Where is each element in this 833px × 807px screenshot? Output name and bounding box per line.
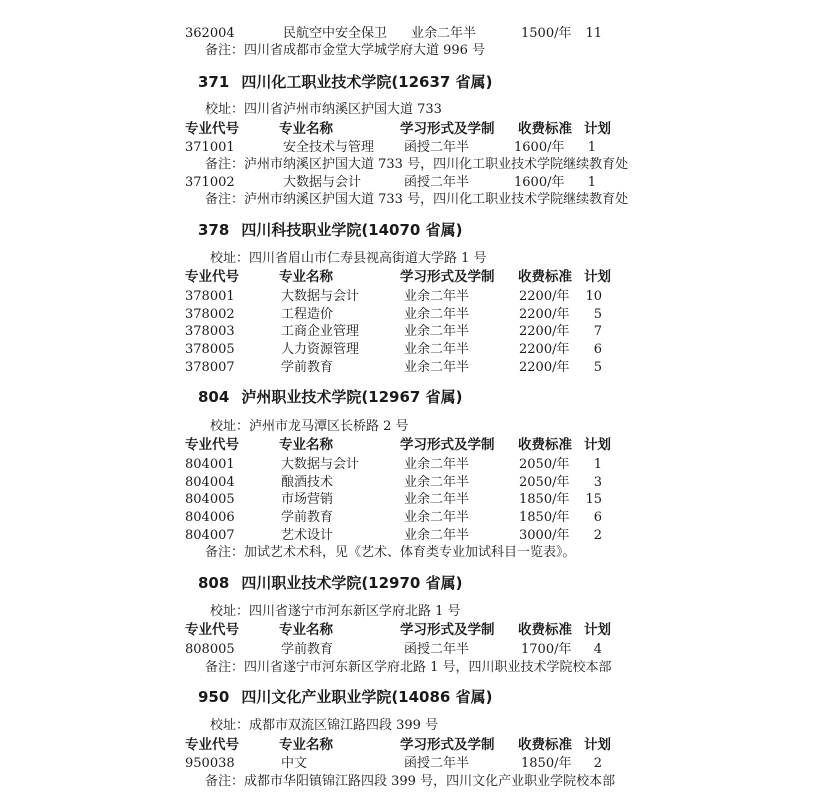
study-mode: 函授二年半 — [404, 140, 470, 155]
fee: 1850/年 — [521, 756, 572, 771]
header-plan: 计划 — [584, 437, 611, 453]
header-code: 专业代号 — [185, 437, 239, 453]
school-address: 校址：泸州市龙马潭区长桥路 2 号 — [210, 419, 409, 434]
major-code: 378001 — [185, 289, 235, 304]
study-mode: 函授二年半 — [404, 642, 470, 657]
plan-count: 5 — [593, 307, 602, 322]
school-title — [198, 573, 462, 593]
header-code: 专业代号 — [185, 121, 239, 137]
header-code: 专业代号 — [185, 622, 239, 638]
major-code: 950038 — [185, 756, 235, 771]
study-mode: 业余二年半 — [404, 475, 470, 490]
row-note: 备注：成都市华阳镇锦江路四段 399 号，四川文化产业职业学院校本部 — [205, 774, 616, 789]
major-code: 378003 — [185, 324, 235, 339]
header-mode: 学习形式及学制 — [400, 622, 495, 638]
plan-count: 3 — [593, 475, 602, 490]
plan-count: 1 — [593, 457, 602, 472]
header-fee: 收费标准 — [518, 269, 572, 285]
plan-count: 11 — [585, 26, 602, 41]
fee: 1850/年 — [519, 492, 570, 507]
school-name: 四川文化产业职业学院(14086 省属) — [241, 688, 493, 706]
header-fee: 收费标准 — [518, 437, 572, 453]
plan-count: 5 — [593, 360, 602, 375]
header-fee: 收费标准 — [518, 622, 572, 638]
major-name: 酿酒技术 — [281, 475, 334, 490]
header-fee: 收费标准 — [518, 121, 572, 137]
school-title — [198, 687, 492, 707]
header-plan: 计划 — [584, 121, 611, 137]
row-note: 备注：泸州市纳溪区护国大道 733 号，四川化工职业技术学院继续教育处 — [205, 157, 629, 172]
major-code: 378007 — [185, 360, 235, 375]
fee: 3000/年 — [519, 528, 570, 543]
header-major: 专业名称 — [279, 622, 333, 638]
major-code: 804004 — [185, 475, 235, 490]
fee: 1600/年 — [514, 175, 565, 190]
header-major: 专业名称 — [279, 437, 333, 453]
major-name: 中文 — [281, 756, 308, 771]
row-note: 备注：加试艺术术科，见《艺术、体育类专业加试科目一览表》。 — [205, 545, 576, 560]
study-mode: 业余二年半 — [404, 492, 470, 507]
fee: 2050/年 — [519, 475, 570, 490]
plan-count: 15 — [585, 492, 602, 507]
major-name: 安全技术与管理 — [283, 140, 375, 155]
study-mode: 业余二年半 — [404, 324, 470, 339]
fee: 1700/年 — [521, 642, 572, 657]
major-name: 学前教育 — [281, 360, 334, 375]
school-code: 378 — [198, 221, 230, 239]
major-name: 工程造价 — [281, 307, 334, 322]
school-name: 泸州职业技术学院(12967 省属) — [241, 388, 463, 406]
header-major: 专业名称 — [279, 737, 333, 753]
major-name: 学前教育 — [281, 642, 334, 657]
header-major: 专业名称 — [279, 121, 333, 137]
school-code: 371 — [198, 73, 230, 91]
study-mode: 业余二年半 — [404, 528, 470, 543]
row-note: 备注：四川省成都市金堂大学城学府大道 996 号 — [205, 43, 486, 58]
school-address: 校址：四川省遂宁市河东新区学府北路 1 号 — [210, 604, 461, 619]
plan-count: 10 — [585, 289, 602, 304]
school-title — [198, 220, 462, 240]
school-code: 804 — [198, 388, 230, 406]
plan-count: 2 — [593, 528, 602, 543]
fee: 2200/年 — [519, 307, 570, 322]
header-mode: 学习形式及学制 — [400, 437, 495, 453]
study-mode: 业余二年半 — [404, 307, 470, 322]
major-name: 工商企业管理 — [281, 324, 360, 339]
major-code: 804005 — [185, 492, 235, 507]
school-address: 校址：四川省泸州市纳溪区护国大道 733 — [205, 102, 442, 117]
school-address: 校址：四川省眉山市仁寿县视高街道大学路 1 号 — [210, 251, 487, 266]
major-code: 371001 — [185, 140, 235, 155]
study-mode: 函授二年半 — [404, 756, 470, 771]
plan-count: 1 — [587, 140, 596, 155]
major-code: 804007 — [185, 528, 235, 543]
major-name: 民航空中安全保卫 — [283, 26, 388, 41]
study-mode: 业余二年半 — [404, 342, 470, 357]
major-name: 大数据与会计 — [281, 289, 360, 304]
fee: 2200/年 — [519, 324, 570, 339]
plan-count: 2 — [593, 756, 602, 771]
fee: 2200/年 — [519, 289, 570, 304]
plan-count: 7 — [593, 324, 602, 339]
header-mode: 学习形式及学制 — [400, 737, 495, 753]
school-name: 四川职业技术学院(12970 省属) — [241, 574, 463, 592]
plan-count: 6 — [593, 510, 602, 525]
school-code: 950 — [198, 688, 230, 706]
school-title — [198, 387, 462, 407]
major-code: 378002 — [185, 307, 235, 322]
major-code: 362004 — [185, 26, 235, 41]
row-note: 备注：泸州市纳溪区护国大道 733 号，四川化工职业技术学院继续教育处 — [205, 192, 629, 207]
major-name: 学前教育 — [281, 510, 334, 525]
fee: 1600/年 — [514, 140, 565, 155]
study-mode: 业余二年半 — [404, 457, 470, 472]
study-mode: 函授二年半 — [404, 175, 470, 190]
major-code: 808005 — [185, 642, 235, 657]
fee: 2200/年 — [519, 360, 570, 375]
fee: 1850/年 — [519, 510, 570, 525]
header-mode: 学习形式及学制 — [400, 121, 495, 137]
header-plan: 计划 — [584, 737, 611, 753]
plan-count: 4 — [593, 642, 602, 657]
school-code: 808 — [198, 574, 230, 592]
fee: 2050/年 — [519, 457, 570, 472]
fee: 2200/年 — [519, 342, 570, 357]
study-mode: 业余二年半 — [404, 360, 470, 375]
major-name: 艺术设计 — [281, 528, 334, 543]
header-code: 专业代号 — [185, 269, 239, 285]
row-note: 备注：四川省遂宁市河东新区学府北路 1 号，四川职业技术学院校本部 — [205, 660, 612, 675]
study-mode: 业余二年半 — [404, 289, 470, 304]
major-name: 市场营销 — [281, 492, 334, 507]
major-name: 大数据与会计 — [283, 175, 362, 190]
header-major: 专业名称 — [279, 269, 333, 285]
major-name: 人力资源管理 — [281, 342, 360, 357]
major-code: 378005 — [185, 342, 235, 357]
major-code: 804001 — [185, 457, 235, 472]
plan-count: 6 — [593, 342, 602, 357]
study-mode: 业余二年半 — [404, 510, 470, 525]
major-code: 804006 — [185, 510, 235, 525]
study-mode: 业余二年半 — [411, 26, 477, 41]
header-mode: 学习形式及学制 — [400, 269, 495, 285]
header-code: 专业代号 — [185, 737, 239, 753]
header-plan: 计划 — [584, 269, 611, 285]
fee: 1500/年 — [521, 26, 572, 41]
major-code: 371002 — [185, 175, 235, 190]
header-fee: 收费标准 — [518, 737, 572, 753]
plan-count: 1 — [587, 175, 596, 190]
major-name: 大数据与会计 — [281, 457, 360, 472]
school-title — [198, 72, 492, 92]
school-name: 四川化工职业技术学院(12637 省属) — [241, 73, 493, 91]
header-plan: 计划 — [584, 622, 611, 638]
school-address: 校址：成都市双流区锦江路四段 399 号 — [210, 718, 439, 733]
school-name: 四川科技职业学院(14070 省属) — [241, 221, 463, 239]
